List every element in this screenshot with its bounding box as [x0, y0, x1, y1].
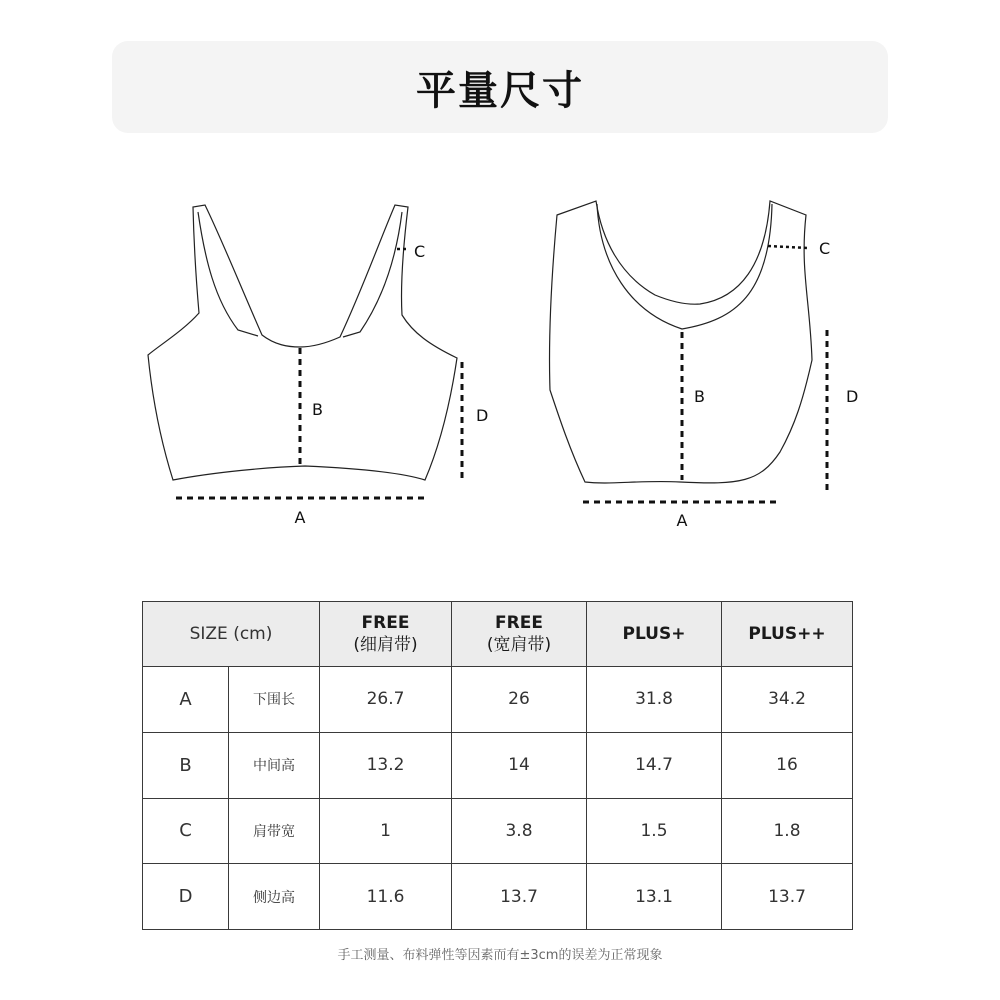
row-name: 下围长 [229, 667, 320, 733]
measurement-diagrams [0, 190, 1000, 550]
table-row [143, 667, 853, 733]
column-header [320, 602, 452, 667]
thin-strap-inner-right [343, 212, 402, 337]
row-name: 肩带宽 [229, 798, 320, 864]
column-header-name: FREE [495, 613, 543, 633]
column-header-name: FREE [361, 613, 410, 633]
measure-c-line-right [768, 246, 808, 248]
table-cell: 26.7 [320, 667, 452, 733]
label-a-left: A [294, 508, 306, 527]
footnote: 手工测量、布料弹性等因素而有±3cm的误差为正常现象 [337, 948, 663, 963]
table-cell: 13.7 [722, 864, 853, 930]
table-row [143, 732, 853, 798]
row-key: C [143, 798, 229, 864]
table-header-row [143, 602, 853, 667]
table-cell: 13.7 [452, 864, 587, 930]
page-title: 平量尺寸 [416, 67, 584, 114]
row-key: A [143, 667, 229, 733]
label-b-left: B [312, 400, 323, 419]
label-d-right: D [846, 387, 859, 406]
row-key: D [143, 864, 229, 930]
size-header: SIZE (cm) [143, 602, 320, 667]
column-header [587, 602, 722, 667]
diagrams-svg [0, 190, 1000, 550]
wide-strap-top-diagram [549, 201, 812, 483]
thin-strap-measure-lines [176, 348, 462, 498]
label-c-right: C [819, 239, 831, 258]
table-cell: 26 [452, 667, 587, 733]
table-cell: 11.6 [320, 864, 452, 930]
table-cell: 1 [320, 798, 452, 864]
wide-strap-inner-neck [597, 204, 772, 329]
table-cell: 1.5 [587, 798, 722, 864]
column-header [452, 602, 587, 667]
table-cell: 1.8 [722, 798, 853, 864]
table-cell: 31.8 [587, 667, 722, 733]
table-row [143, 864, 853, 930]
table-cell: 14 [452, 732, 587, 798]
label-c-left: C [414, 242, 426, 261]
wide-strap-top-outline [549, 201, 812, 483]
row-name: 侧边高 [229, 864, 320, 930]
table-cell: 16 [722, 732, 853, 798]
title-banner [112, 41, 888, 133]
label-d-left: D [476, 406, 489, 425]
table-row [143, 798, 853, 864]
table-cell: 14.7 [587, 732, 722, 798]
column-header-name: PLUS+ [622, 624, 686, 644]
row-name: 中间高 [229, 732, 320, 798]
label-a-right: A [676, 511, 688, 530]
column-header [722, 602, 853, 667]
label-b-right: B [694, 387, 705, 406]
table-cell: 13.1 [587, 864, 722, 930]
column-header-name: PLUS++ [748, 624, 826, 644]
thin-strap-bra-outline [148, 205, 457, 480]
table-cell: 13.2 [320, 732, 452, 798]
size-table [142, 601, 853, 930]
table-cell: 34.2 [722, 667, 853, 733]
thin-strap-inner-left [198, 212, 258, 336]
wide-strap-measure-lines [583, 330, 827, 502]
table-cell: 3.8 [452, 798, 587, 864]
thin-strap-bra-diagram [148, 205, 457, 480]
row-key: B [143, 732, 229, 798]
column-header-sub: (细肩带) [353, 635, 418, 655]
column-header-sub: (宽肩带) [486, 635, 552, 655]
